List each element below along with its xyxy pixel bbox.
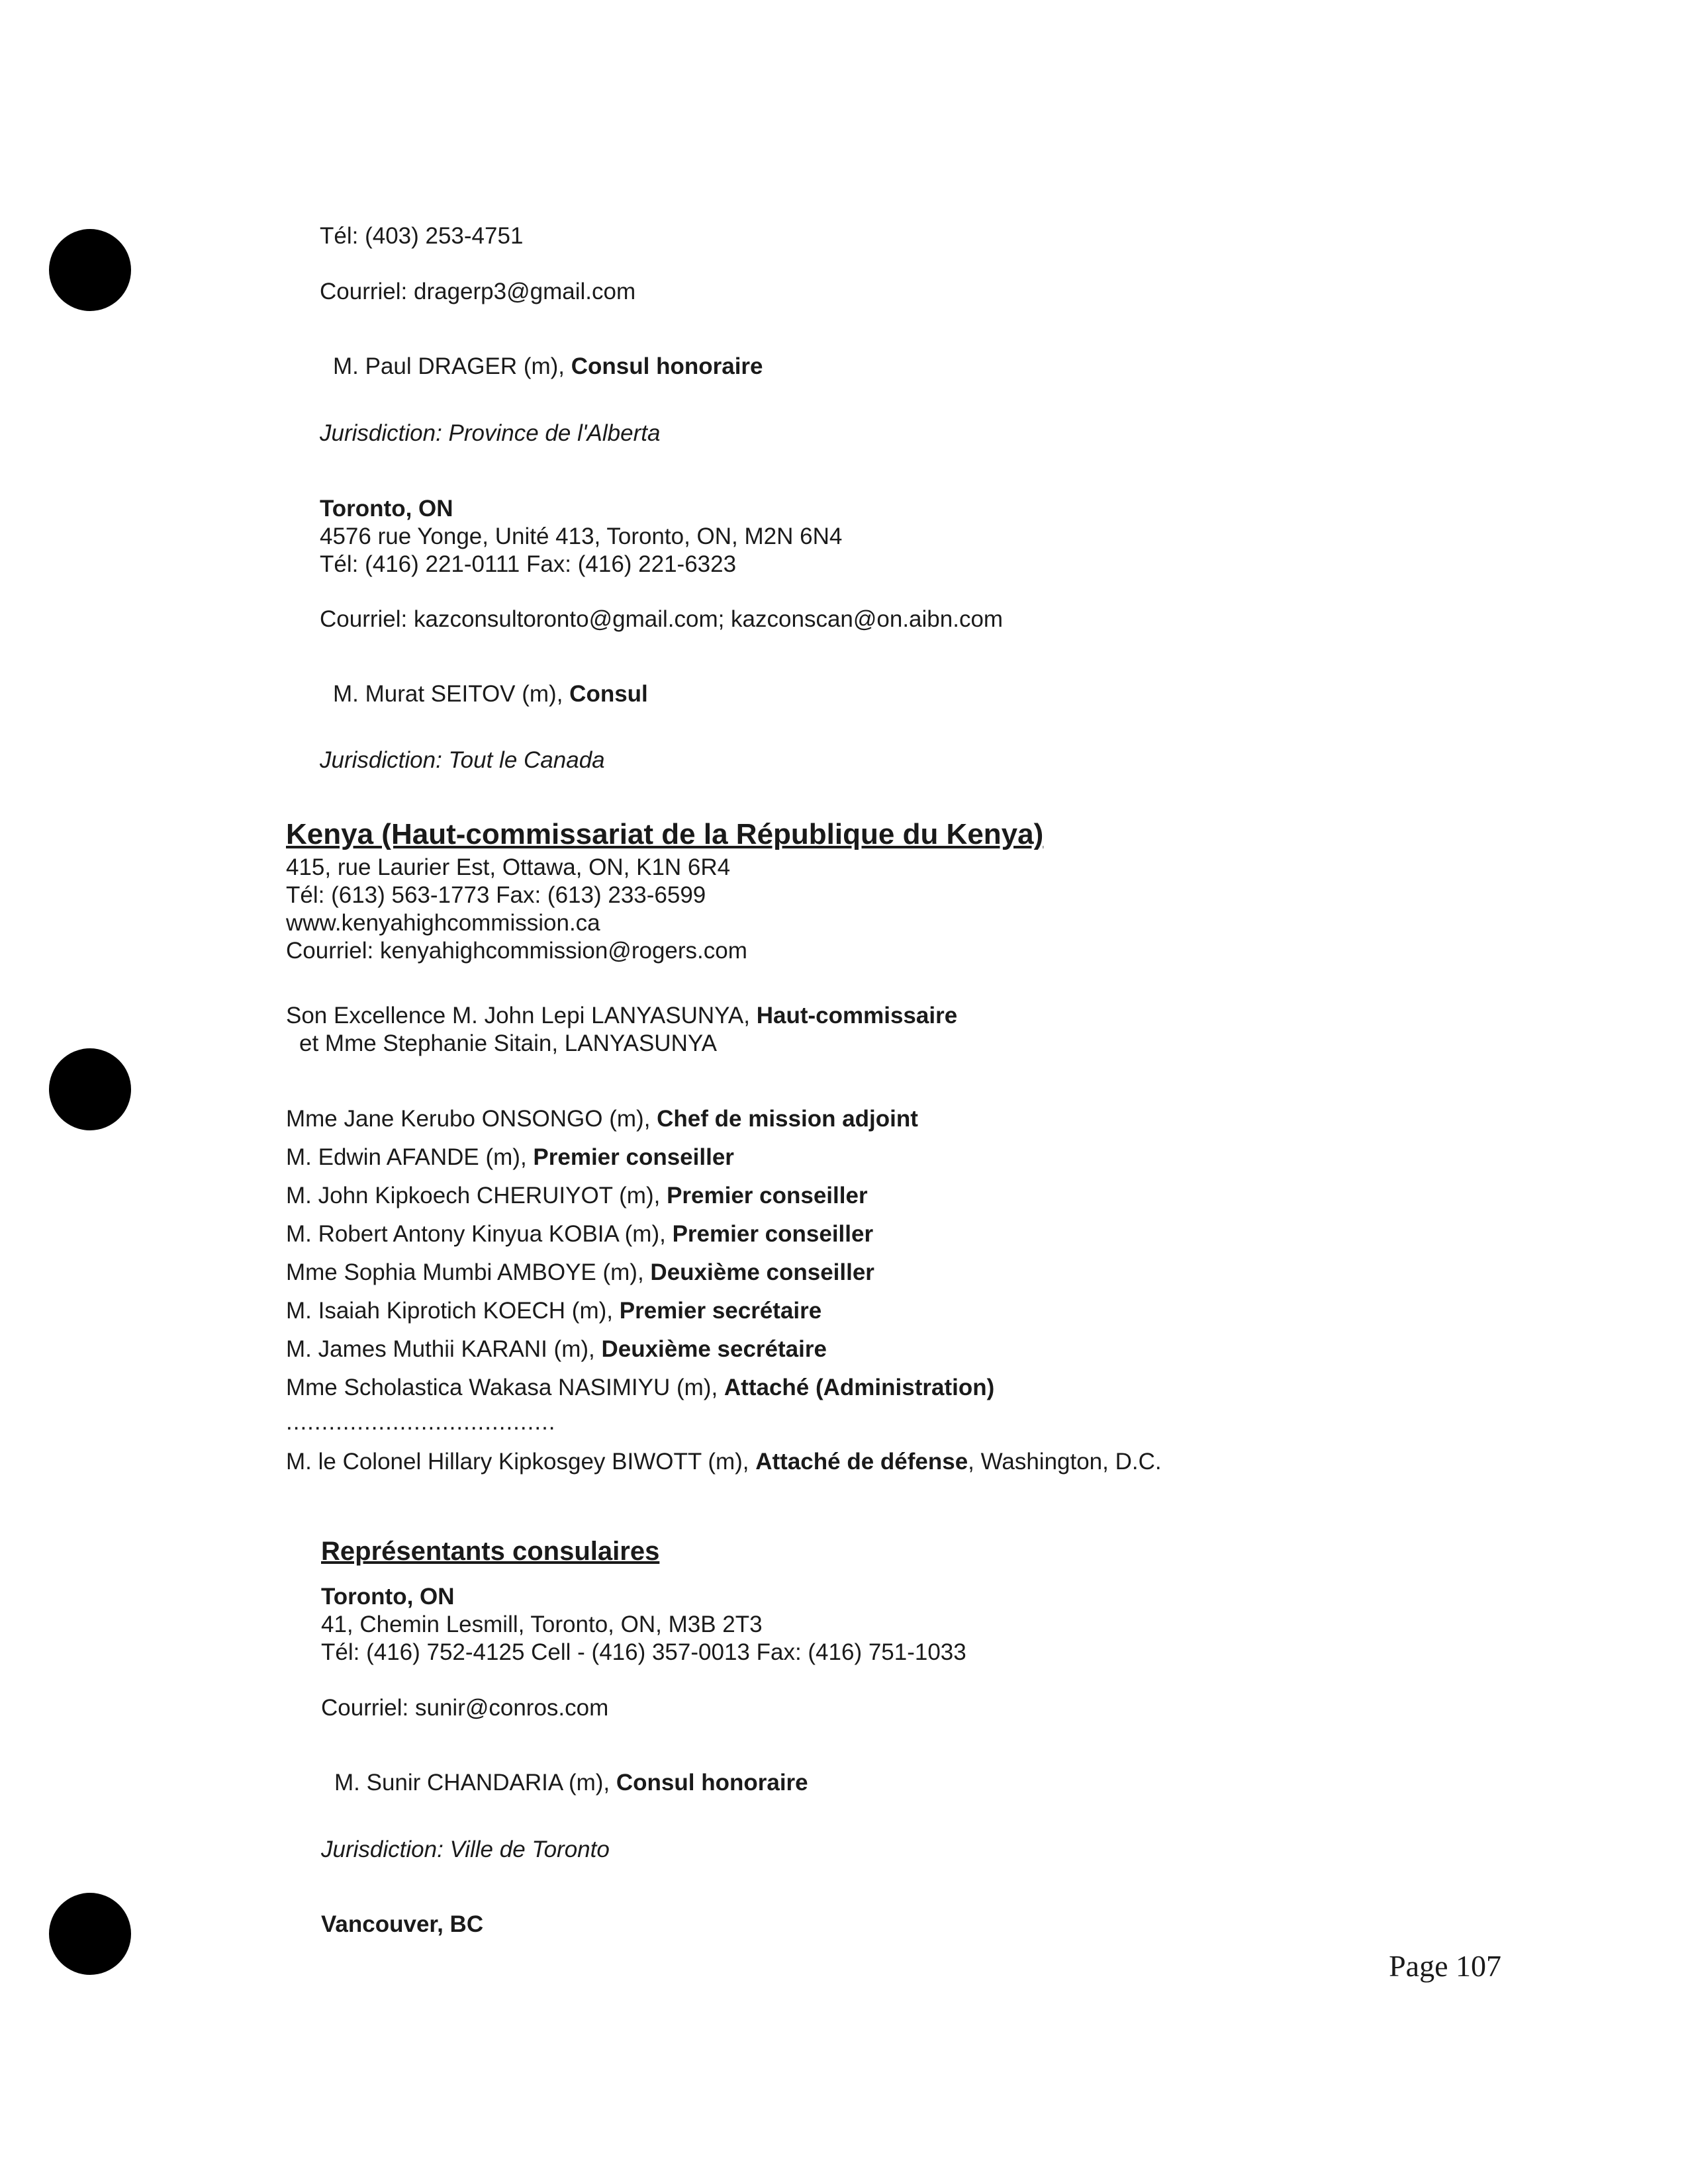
staff-name: M. John Kipkoech CHERUIYOT (m), bbox=[286, 1183, 667, 1208]
toronto-kaz-address: 4576 rue Yonge, Unité 413, Toronto, ON, M2N 6N4 bbox=[320, 523, 843, 549]
staff-name: M. Isaiah Kiprotich KOECH (m), bbox=[286, 1298, 620, 1324]
person-name: M. Murat SEITOV (m), bbox=[333, 681, 570, 707]
staff-row bbox=[286, 1144, 734, 1171]
kenya-address: 415, rue Laurier Est, Ottawa, ON, K1N 6R4 bbox=[286, 854, 731, 880]
binder-hole-bottom bbox=[49, 1893, 131, 1975]
kenya-website: www.kenyahighcommission.ca bbox=[286, 910, 600, 936]
defense-name: M. le Colonel Hillary Kipkosgey BIWOTT (m), bbox=[286, 1449, 756, 1475]
toronto-kaz-email: Courriel: kazconsultoronto@gmail.com; kazconscan@on.aibn.com bbox=[320, 606, 1004, 632]
defense-title: Attaché de défense bbox=[755, 1449, 968, 1475]
staff-row bbox=[286, 1220, 873, 1248]
staff-title: Deuxième secrétaire bbox=[601, 1336, 827, 1362]
staff-name: Mme Sophia Mumbi AMBOYE (m), bbox=[286, 1259, 651, 1285]
staff-title: Premier conseiller bbox=[667, 1183, 868, 1208]
consular-email: Courriel: sunir@conros.com bbox=[321, 1695, 609, 1721]
staff-row bbox=[286, 1259, 874, 1287]
consular-jurisdiction: Jurisdiction: Ville de Toronto bbox=[321, 1837, 610, 1862]
kenya-email: Courriel: kenyahighcommission@rogers.com bbox=[286, 938, 747, 964]
alberta-person bbox=[333, 353, 763, 381]
head-title: Haut-commissaire bbox=[756, 1003, 958, 1028]
staff-title: Premier conseiller bbox=[672, 1221, 874, 1247]
dotted-separator: ...................................... bbox=[286, 1409, 556, 1435]
staff-row bbox=[286, 1336, 827, 1363]
toronto-kaz-city: Toronto, ON bbox=[320, 496, 453, 522]
kenya-heading: Kenya (Haut-commissariat de la République du Kenya) bbox=[286, 818, 1044, 850]
binder-hole-top bbox=[49, 229, 131, 311]
staff-name: Mme Scholastica Wakasa NASIMIYU (m), bbox=[286, 1375, 724, 1400]
page-number: Page 107 bbox=[1389, 1949, 1501, 1983]
toronto-kaz-person bbox=[333, 680, 648, 708]
alberta-jurisdiction: Jurisdiction: Province de l'Alberta bbox=[320, 420, 661, 446]
kenya-defense-attache bbox=[286, 1448, 1162, 1476]
person-name: M. Sunir CHANDARIA (m), bbox=[334, 1770, 616, 1796]
consular-next-city: Vancouver, BC bbox=[321, 1911, 484, 1937]
staff-row bbox=[286, 1182, 868, 1210]
staff-name: M. Edwin AFANDE (m), bbox=[286, 1144, 534, 1170]
staff-title: Attaché (Administration) bbox=[724, 1375, 995, 1400]
staff-name: M. James Muthii KARANI (m), bbox=[286, 1336, 602, 1362]
alberta-tel: Tél: (403) 253-4751 bbox=[320, 223, 524, 249]
toronto-kaz-phone: Tél: (416) 221-0111 Fax: (416) 221-6323 bbox=[320, 551, 737, 577]
consular-person bbox=[334, 1769, 808, 1797]
consular-city: Toronto, ON bbox=[321, 1584, 455, 1610]
staff-row bbox=[286, 1374, 994, 1402]
person-title: Consul bbox=[569, 681, 648, 707]
kenya-head-of-mission bbox=[286, 1002, 957, 1030]
toronto-kaz-jurisdiction: Jurisdiction: Tout le Canada bbox=[320, 747, 605, 773]
staff-title: Chef de mission adjoint bbox=[657, 1106, 918, 1132]
consular-address: 41, Chemin Lesmill, Toronto, ON, M3B 2T3 bbox=[321, 1612, 763, 1637]
defense-location: , Washington, D.C. bbox=[968, 1449, 1162, 1475]
staff-title: Premier conseiller bbox=[533, 1144, 734, 1170]
person-name: M. Paul DRAGER (m), bbox=[333, 353, 571, 379]
staff-row bbox=[286, 1297, 821, 1325]
staff-name: Mme Jane Kerubo ONSONGO (m), bbox=[286, 1106, 657, 1132]
alberta-email: Courriel: dragerp3@gmail.com bbox=[320, 279, 636, 304]
consular-heading: Représentants consulaires bbox=[321, 1537, 660, 1566]
person-title: Consul honoraire bbox=[616, 1770, 808, 1796]
staff-name: M. Robert Antony Kinyua KOBIA (m), bbox=[286, 1221, 673, 1247]
consular-phone: Tél: (416) 752-4125 Cell - (416) 357-0013 Fax: (416) 751-1033 bbox=[321, 1639, 966, 1665]
staff-title: Deuxième conseiller bbox=[650, 1259, 874, 1285]
binder-hole-middle bbox=[49, 1048, 131, 1130]
head-name: Son Excellence M. John Lepi LANYASUNYA, bbox=[286, 1003, 757, 1028]
kenya-phone: Tél: (613) 563-1773 Fax: (613) 233-6599 bbox=[286, 882, 706, 908]
staff-row bbox=[286, 1105, 918, 1133]
staff-title: Premier secrétaire bbox=[619, 1298, 822, 1324]
person-title: Consul honoraire bbox=[571, 353, 763, 379]
kenya-spouse: et Mme Stephanie Sitain, LANYASUNYA bbox=[299, 1030, 717, 1056]
